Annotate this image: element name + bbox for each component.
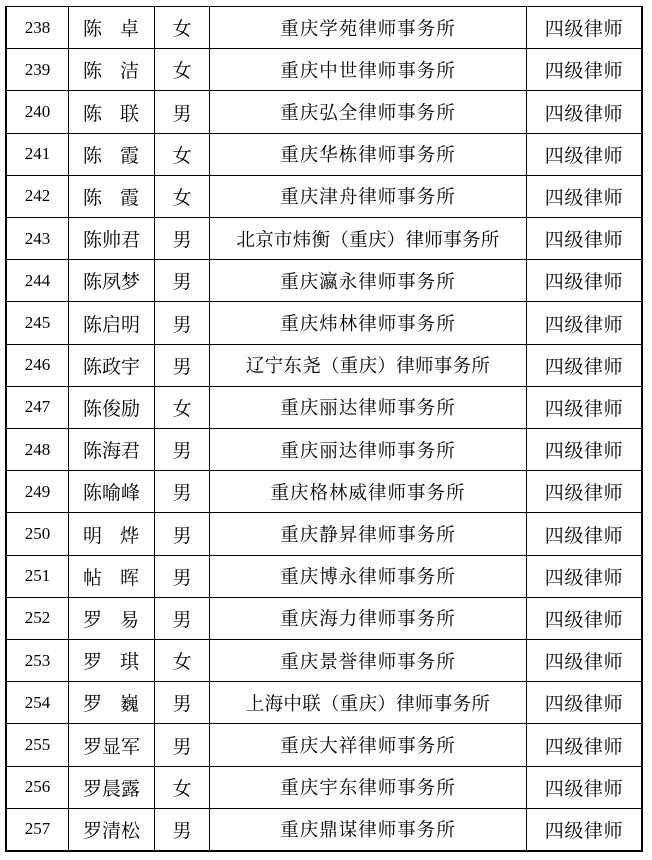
table-row: [7, 302, 641, 344]
name-part: 罗: [83, 608, 103, 631]
lawyer-name: [69, 387, 155, 428]
name-part: 罗: [83, 651, 103, 674]
name-part: 卓: [119, 18, 139, 41]
lawyer-grade: 四级律师: [544, 186, 624, 209]
row-number: 254: [7, 682, 69, 723]
table-row: [7, 809, 641, 850]
gender: 女: [155, 767, 210, 808]
law-firm: 重庆景誉律师事务所: [210, 640, 527, 681]
table-row: [7, 767, 641, 809]
lawyer-name: [69, 513, 155, 554]
gender: 男: [155, 218, 210, 259]
gender: 男: [155, 556, 210, 597]
table-row: [7, 260, 641, 302]
row-number: 251: [7, 556, 69, 597]
gender: 男: [155, 513, 210, 554]
lawyer-grade: 四级律师: [544, 482, 624, 505]
lawyer-grade: 四级律师: [544, 651, 624, 674]
law-firm: 辽宁东尧（重庆）律师事务所: [210, 345, 527, 386]
law-firm: 重庆中世律师事务所: [210, 49, 527, 90]
lawyer-name: [69, 809, 155, 850]
row-number: 244: [7, 260, 69, 301]
lawyer-name: [69, 682, 155, 723]
law-firm: 重庆格林威律师事务所: [210, 471, 527, 512]
table-row: [7, 176, 641, 218]
law-firm: 重庆瀛永律师事务所: [210, 260, 527, 301]
lawyer-grade: 四级律师: [544, 60, 624, 83]
lawyer-table: [5, 6, 643, 852]
table-row: [7, 7, 641, 49]
law-firm: 重庆学苑律师事务所: [210, 7, 527, 48]
name-part: 陈: [83, 60, 103, 83]
gender: 男: [155, 260, 210, 301]
row-number: 242: [7, 176, 69, 217]
gender: 女: [155, 176, 210, 217]
law-firm: 重庆宇东律师事务所: [210, 767, 527, 808]
lawyer-name: [69, 7, 155, 48]
gender: 女: [155, 387, 210, 428]
row-number: 253: [7, 640, 69, 681]
gender: 男: [155, 429, 210, 470]
law-firm: 重庆丽达律师事务所: [210, 429, 527, 470]
row-number: 239: [7, 49, 69, 90]
gender: 男: [155, 724, 210, 765]
name-part: 罗: [83, 693, 103, 716]
name-part: 明: [83, 524, 103, 547]
row-number: 249: [7, 471, 69, 512]
table-row: [7, 49, 641, 91]
table-row: [7, 682, 641, 724]
lawyer-name: [69, 134, 155, 175]
gender: 女: [155, 134, 210, 175]
row-number: 250: [7, 513, 69, 554]
gender: 男: [155, 302, 210, 343]
name-part: 烨: [119, 524, 139, 547]
lawyer-grade: 四级律师: [544, 735, 624, 758]
name-part: 易: [119, 608, 139, 631]
name-part: 罗清松: [82, 819, 140, 842]
lawyer-name: [69, 345, 155, 386]
lawyer-grade: 四级律师: [544, 397, 624, 420]
row-number: 256: [7, 767, 69, 808]
name-part: 罗显军: [82, 735, 140, 758]
gender: 男: [155, 598, 210, 639]
row-number: 241: [7, 134, 69, 175]
lawyer-name: [69, 640, 155, 681]
table-row: [7, 387, 641, 429]
table-row: [7, 134, 641, 176]
name-part: 帖: [83, 566, 103, 589]
law-firm: 重庆丽达律师事务所: [210, 387, 527, 428]
lawyer-grade: 四级律师: [544, 102, 624, 125]
row-number: 238: [7, 7, 69, 48]
gender: 男: [155, 471, 210, 512]
row-number: 247: [7, 387, 69, 428]
lawyer-name: [69, 218, 155, 259]
row-number: 257: [7, 809, 69, 850]
table-row: [7, 471, 641, 513]
lawyer-name: [69, 176, 155, 217]
name-part: 巍: [119, 693, 139, 716]
table-row: [7, 640, 641, 682]
name-part: 陈帅君: [82, 229, 140, 252]
gender: 男: [155, 682, 210, 723]
name-part: 洁: [119, 60, 139, 83]
row-number: 255: [7, 724, 69, 765]
law-firm: 重庆弘全律师事务所: [210, 91, 527, 132]
name-part: 陈海君: [82, 440, 140, 463]
table-row: [7, 556, 641, 598]
gender: 女: [155, 49, 210, 90]
lawyer-grade: 四级律师: [544, 440, 624, 463]
table-row: [7, 513, 641, 555]
lawyer-grade: 四级律师: [544, 313, 624, 336]
lawyer-grade: 四级律师: [544, 229, 624, 252]
lawyer-name: [69, 429, 155, 470]
table-row: [7, 345, 641, 387]
law-firm: 重庆静昇律师事务所: [210, 513, 527, 554]
lawyer-grade: 四级律师: [544, 271, 624, 294]
lawyer-name: [69, 471, 155, 512]
lawyer-name: [69, 598, 155, 639]
name-part: 陈: [83, 186, 103, 209]
lawyer-name: [69, 260, 155, 301]
table-row: [7, 724, 641, 766]
gender: 男: [155, 345, 210, 386]
lawyer-name: [69, 91, 155, 132]
name-part: 陈: [83, 102, 103, 125]
lawyer-grade: 四级律师: [544, 777, 624, 800]
table-row: [7, 218, 641, 260]
name-part: 陈夙梦: [82, 271, 140, 294]
lawyer-grade: 四级律师: [544, 693, 624, 716]
lawyer-name: [69, 302, 155, 343]
name-part: 琪: [119, 651, 139, 674]
row-number: 245: [7, 302, 69, 343]
name-part: 霞: [119, 186, 139, 209]
name-part: 陈俊励: [82, 397, 140, 420]
name-part: 罗晨露: [82, 777, 140, 800]
law-firm: 重庆鼎谋律师事务所: [210, 809, 527, 850]
gender: 女: [155, 640, 210, 681]
name-part: 陈喻峰: [82, 482, 140, 505]
row-number: 246: [7, 345, 69, 386]
row-number: 248: [7, 429, 69, 470]
gender: 男: [155, 809, 210, 850]
name-part: 陈: [83, 144, 103, 167]
name-part: 联: [119, 102, 139, 125]
lawyer-grade: 四级律师: [544, 608, 624, 631]
law-firm: 北京市炜衡（重庆）律师事务所: [210, 218, 527, 259]
table-row: [7, 91, 641, 133]
table-row: [7, 598, 641, 640]
lawyer-grade: 四级律师: [544, 819, 624, 842]
lawyer-name: [69, 556, 155, 597]
table-row: [7, 429, 641, 471]
name-part: 陈: [83, 18, 103, 41]
name-part: 霞: [119, 144, 139, 167]
lawyer-grade: 四级律师: [544, 144, 624, 167]
gender: 男: [155, 91, 210, 132]
name-part: 陈启明: [82, 313, 140, 336]
name-part: 晖: [119, 566, 139, 589]
law-firm: 重庆博永律师事务所: [210, 556, 527, 597]
row-number: 240: [7, 91, 69, 132]
lawyer-grade: 四级律师: [544, 18, 624, 41]
law-firm: 重庆津舟律师事务所: [210, 176, 527, 217]
lawyer-name: [69, 767, 155, 808]
law-firm: 重庆海力律师事务所: [210, 598, 527, 639]
row-number: 252: [7, 598, 69, 639]
lawyer-name: [69, 49, 155, 90]
row-number: 243: [7, 218, 69, 259]
law-firm: 重庆华栋律师事务所: [210, 134, 527, 175]
lawyer-grade: 四级律师: [544, 524, 624, 547]
name-part: 陈政宇: [82, 355, 140, 378]
law-firm: 重庆炜林律师事务所: [210, 302, 527, 343]
lawyer-grade: 四级律师: [544, 355, 624, 378]
law-firm: 重庆大祥律师事务所: [210, 724, 527, 765]
lawyer-name: [69, 724, 155, 765]
gender: 女: [155, 7, 210, 48]
law-firm: 上海中联（重庆）律师事务所: [210, 682, 527, 723]
lawyer-grade: 四级律师: [544, 566, 624, 589]
